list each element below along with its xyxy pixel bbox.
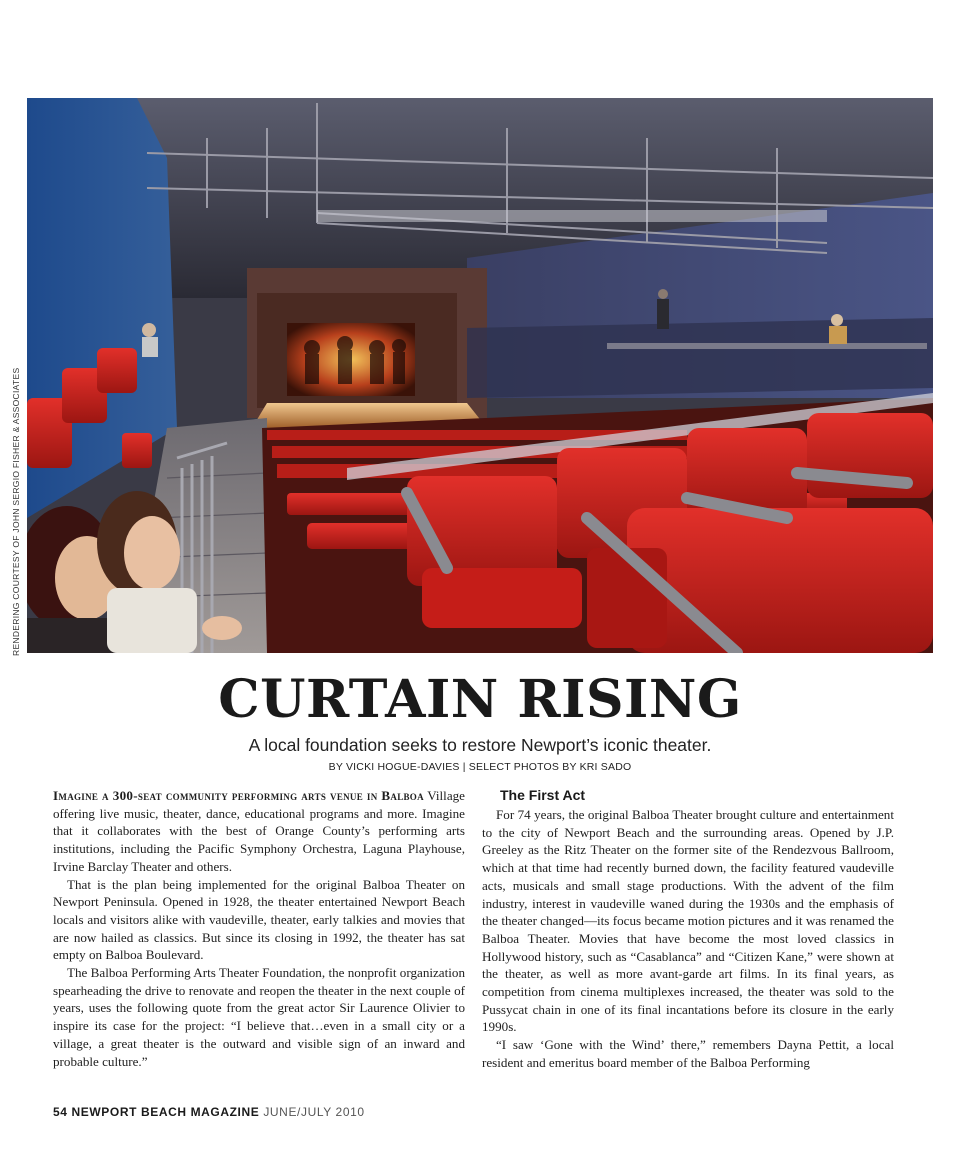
paragraph: The Balboa Performing Arts Theater Foundation, the nonprofit organization spearheading the drive to renovate and reopen the theater in the next couple of years, uses the following quote from the great actor Sir Laurence Olivier to inspire its case for the project: “I believe that…even in a small city or a village, a great theater is the outward and visible sign of an inward and probable culture.” xyxy=(53,965,465,1069)
headline: CURTAIN RISING xyxy=(218,669,742,730)
right-column xyxy=(482,787,894,1072)
paragraph-lead xyxy=(53,787,465,876)
paragraph: “I saw ‘Gone with the Wind’ there,” remembers Dayna Pettit, a local resident and emeritus board member of the Balboa Performing xyxy=(482,1037,894,1070)
paragraph: That is the plan being implemented for the original Balboa Theater on Newport Peninsula. Opened in 1928, the theater entertained Newport Beach locals and visitors alike with vaudeville, theater, early talkies and movies that are now hailed as classics. But since its closing in 1992, the theater has sat empty on Balboa Boulevard. xyxy=(53,876,465,963)
paragraph: For 74 years, the original Balboa Theater brought culture and entertainment to the city of Newport Beach and the surrounding areas. Opened by J.P. Greeley as the Ritz Theater on the former site of the Rendezvous Ballroom, which at that time had recently burned down, the facility featured vaudeville acts, musicals and small stage productions. With the advent of the film industry, interest in vaudeville waned during the 1930s and the emphasis of the theater changed—its focus became motion pictures and it was renamed the Balboa Theater. Movies that have become the most loved classics in Hollywood history, such as “Casablanca” and “Citizen Kane,” were shown at the theater, as well as more avant-garde art films. In its final years, as competition from cinema multiplexes increased, the theater was sold to the Pussycat chain in one of its final incantations before its closure in the early 1990s. xyxy=(482,807,894,1035)
paragraph-lead-rest: Village offering live music, theater, dance, educational programs and more. Imagine that it collaborates with the best of Orange County’s performing arts institutions, including the Pacific Symphony Orchestra, Laguna Playhouse, Irvine Barclay Theater and others. xyxy=(53,788,465,874)
lead-in: Imagine a 300-seat community performing arts venue in Balboa xyxy=(53,788,424,803)
left-column xyxy=(53,787,465,1070)
section-heading: The First Act xyxy=(500,787,586,803)
page-number: 54 xyxy=(53,1105,68,1119)
deck-subtitle: A local foundation seeks to restore Newport’s iconic theater. xyxy=(248,735,712,755)
byline: BY VICKI HOGUE-DAVIES | SELECT PHOTOS BY KRI SADO xyxy=(328,761,632,773)
magazine-name: NEWPORT BEACH MAGAZINE xyxy=(71,1105,260,1119)
photo-credit: RENDERING COURTESY OF JOHN SERGIO FISHER & ASSOCIATES xyxy=(11,367,21,656)
theater-illustration xyxy=(27,98,933,653)
issue-date: JUNE/JULY 2010 xyxy=(263,1105,365,1119)
page-folio xyxy=(53,1104,365,1120)
hero-theater-rendering xyxy=(27,98,933,653)
